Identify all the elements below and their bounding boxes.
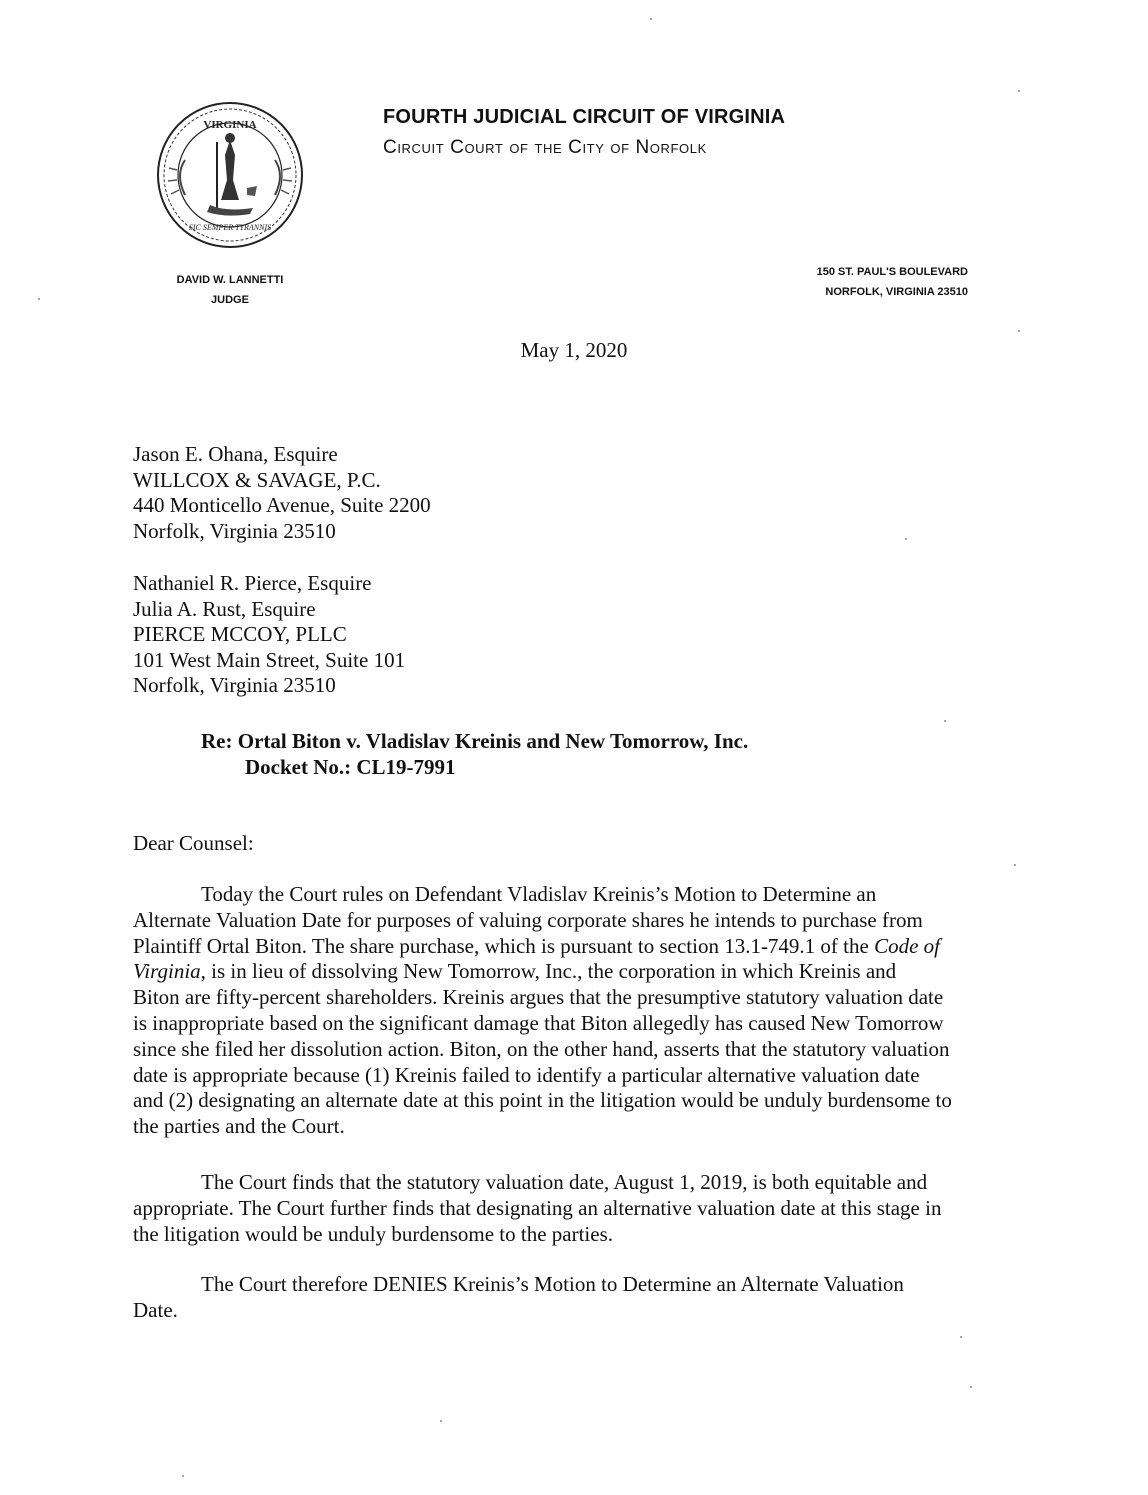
scan-artifact — [38, 298, 40, 300]
paragraph-line: date is appropriate because (1) Kreinis failed to identify a particular alternative valuation date — [133, 1062, 920, 1087]
paragraph-line: Biton are fifty-percent shareholders. Kreinis argues that the presumptive statutory valuation date — [133, 985, 944, 1010]
scan-artifact — [905, 538, 907, 540]
code-citation: Code of — [874, 933, 941, 958]
paragraph-line: Today the Court rules on Defendant Vladislav Kreinis’s Motion to Determine an — [201, 882, 877, 906]
letter-date: May 1, 2020 — [520, 338, 628, 362]
paragraph-line — [133, 959, 1018, 985]
recipient-line: 440 Monticello Avenue, Suite 2200 — [133, 493, 431, 517]
virginia-state-seal — [155, 100, 305, 250]
recipient-line: Jason E. Ohana, Esquire — [133, 442, 338, 466]
salutation: Dear Counsel: — [133, 831, 254, 855]
paragraph-line: appropriate. The Court further finds that designating an alternative valuation date at this stage in — [133, 1195, 942, 1220]
court-address — [817, 262, 968, 302]
re-case-title: Re: Ortal Biton v. Vladislav Kreinis and New Tomorrow, Inc. — [201, 729, 749, 753]
recipient-line: Norfolk, Virginia 23510 — [133, 673, 336, 697]
paragraph-line: the litigation would be unduly burdensome to the parties. — [133, 1221, 613, 1246]
body-paragraph — [133, 1272, 1018, 1324]
paragraph-line: Alternate Valuation Date for purposes of valuing corporate shares he intends to purchase from — [133, 907, 923, 932]
re-line — [201, 729, 748, 780]
paragraph-line: the parties and the Court. — [133, 1114, 345, 1139]
paragraph-text: , is in lieu of dissolving New Tomorrow, Inc., the corporation in which Kreinis and — [200, 959, 897, 984]
body-paragraph — [133, 882, 1018, 1140]
scan-artifact — [944, 720, 946, 722]
recipient-block — [133, 571, 405, 699]
body-paragraph — [133, 1170, 1018, 1247]
code-citation: Virginia — [133, 959, 201, 984]
recipient-line: Julia A. Rust, Esquire — [133, 596, 316, 621]
paragraph-line: since she filed her dissolution action. Biton, on the other hand, asserts that the statutory valuation — [133, 1036, 950, 1061]
paragraph-line: is inappropriate based on the significant damage that Biton allegedly has caused New Tomorrow — [133, 1010, 944, 1035]
recipient-line: Norfolk, Virginia 23510 — [133, 518, 336, 543]
judge-title: JUDGE — [211, 294, 249, 306]
docket-number: Docket No.: CL19-7991 — [245, 754, 456, 779]
paragraph-line: and (2) designating an alternate date at this point in the litigation would be unduly burdensome to — [133, 1088, 952, 1113]
scan-artifact — [960, 1336, 962, 1338]
paragraph-line: The Court therefore DENIES Kreinis’s Motion to Determine an Alternate Valuation — [201, 1272, 904, 1296]
judge-block — [140, 270, 320, 310]
court-name: FOURTH JUDICIAL CIRCUIT OF VIRGINIA — [383, 106, 786, 128]
scan-artifact — [182, 1475, 184, 1477]
recipient-line: 101 West Main Street, Suite 101 — [133, 647, 406, 672]
judge-name: DAVID W. LANNETTI — [176, 274, 284, 286]
address-line-2: NORFOLK, VIRGINIA 23510 — [825, 286, 968, 298]
scan-artifact — [650, 18, 652, 20]
recipient-line: WILLCOX & SAVAGE, P.C. — [133, 467, 381, 492]
recipient-line: Nathaniel R. Pierce, Esquire — [133, 571, 372, 595]
svg-text:VIRGINIA: VIRGINIA — [203, 119, 257, 131]
recipient-line: PIERCE MCCOY, PLLC — [133, 622, 347, 646]
paragraph-line: Date. — [133, 1297, 178, 1322]
court-header — [383, 106, 785, 159]
recipient-block — [133, 442, 431, 544]
scan-artifact — [1018, 90, 1020, 92]
court-subtitle: Circuit Court of the City of Norfolk — [383, 137, 707, 158]
scan-artifact — [1018, 330, 1020, 332]
scan-artifact — [1014, 864, 1016, 866]
svg-text:SIC SEMPER TYRANNIS: SIC SEMPER TYRANNIS — [188, 223, 272, 232]
paragraph-line: The Court finds that the statutory valuation date, August 1, 2019, is both equitable and — [201, 1170, 928, 1194]
scan-artifact — [970, 1386, 972, 1388]
paragraph-text: Plaintiff Ortal Biton. The share purchase, which is pursuant to section 13.1-749.1 of the — [133, 933, 875, 958]
address-line-1: 150 ST. PAUL'S BOULEVARD — [816, 266, 968, 278]
scan-artifact — [440, 1420, 442, 1422]
paragraph-line — [133, 934, 1018, 960]
